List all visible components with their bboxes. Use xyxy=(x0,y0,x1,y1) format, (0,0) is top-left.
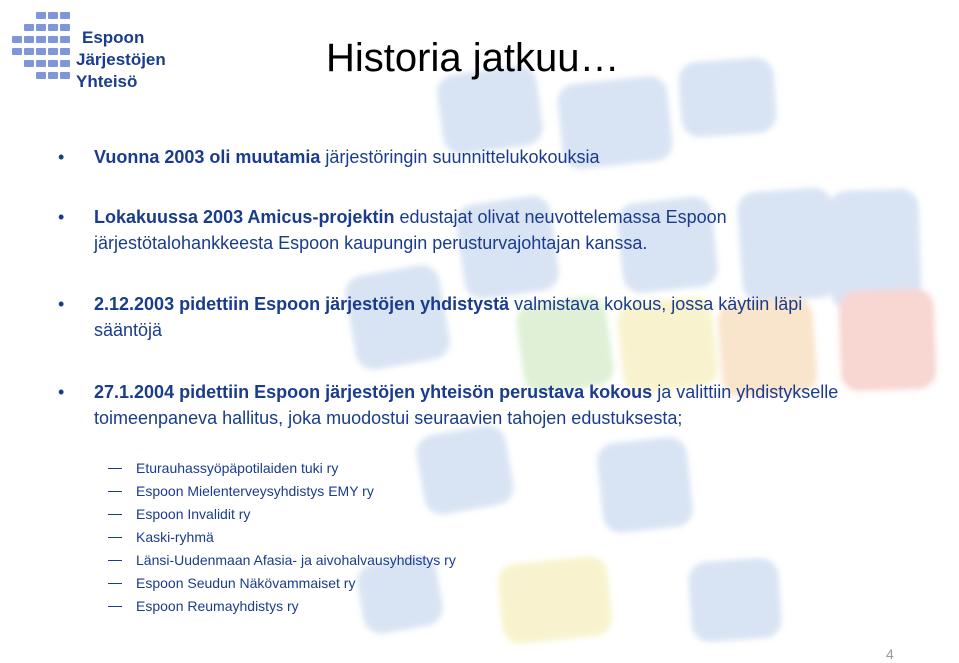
bullet-text: järjestöringin suunnittelukokouksia xyxy=(320,147,600,167)
logo-line-2: Järjestöjen xyxy=(76,50,166,69)
bullet-text: edustajat olivat neuvottelemassa Espoon järjestötalohankkeesta Espoon kaupungin perusturvajohtajan kanssa. xyxy=(94,207,727,253)
dash-icon xyxy=(108,514,122,515)
page-number: 4 xyxy=(886,646,894,662)
bullet-text: ja valittiin yhdistykselle toimeenpaneva hallitus, joka muodostui seuraavien tahojen edustuksesta; xyxy=(94,382,839,428)
bullet-bold-text: 2.12.2003 pidettiin Espoon järjestöjen yhdistystä xyxy=(94,294,510,314)
bullet-item xyxy=(94,291,864,343)
bullet-item xyxy=(94,204,864,256)
dash-icon xyxy=(108,537,122,538)
bullet-bold-text: Vuonna 2003 oli muutamia xyxy=(94,147,321,167)
sub-list-item: Espoon Seudun Näkövammaiset ry xyxy=(136,575,356,591)
sub-list-item: Kaski-ryhmä xyxy=(136,529,214,545)
dash-icon xyxy=(108,583,122,584)
bullet-item xyxy=(94,379,864,431)
sub-list-item: Länsi-Uudenmaan Afasia- ja aivohalvausyhdistys ry xyxy=(136,552,456,568)
sub-list-item: Espoon Mielenterveysyhdistys EMY ry xyxy=(136,483,374,499)
sub-list-item: Eturauhassyöpäpotilaiden tuki ry xyxy=(136,460,339,476)
sub-list-item: Espoon Invalidit ry xyxy=(136,506,251,522)
bullet-bold-text: 27.1.2004 pidettiin Espoon järjestöjen yhteisön perustava kokous xyxy=(94,382,653,402)
dash-icon xyxy=(108,468,122,469)
bullet-bold-text: Lokakuussa 2003 Amicus-projektin xyxy=(94,207,395,227)
dash-icon xyxy=(108,491,122,492)
slide-title: Historia jatkuu… xyxy=(326,36,620,80)
bullet-text: valmistava kokous, jossa käytiin läpi sääntöjä xyxy=(94,294,803,340)
bullet-item xyxy=(94,144,864,170)
sub-list-item: Espoon Reumayhdistys ry xyxy=(136,598,299,614)
dash-icon xyxy=(108,606,122,607)
logo-line-3: Yhteisö xyxy=(76,72,138,91)
logo-line-1: Espoon xyxy=(82,28,145,47)
dash-icon xyxy=(108,560,122,561)
